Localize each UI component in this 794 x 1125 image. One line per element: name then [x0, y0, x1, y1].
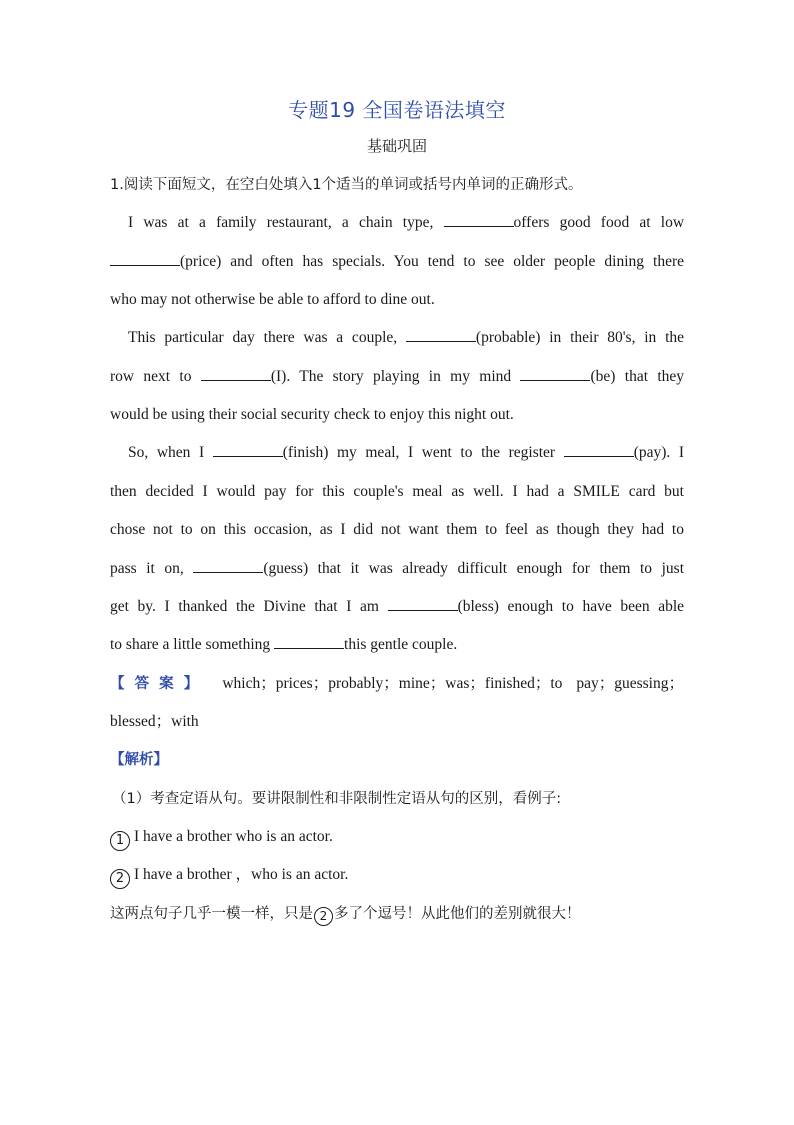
answer-blank — [201, 366, 271, 381]
passage-line: then decided I would pay for this couple's meal as well. I had a SMILE card but — [110, 483, 684, 500]
analysis-intro: （1）考查定语从句。要讲限制性和非限制性定语从句的区别，看例子: — [112, 791, 562, 807]
answer-line: blessed；with — [110, 713, 199, 730]
question-instruction: 1.阅读下面短文，在空白处填入1个适当的单词或括号内单词的正确形式。 — [110, 177, 583, 193]
passage-line: would be using their social security check to enjoy this night out. — [110, 406, 514, 423]
passage-line: row next to (I). The story playing in my mind (be) that they — [110, 368, 685, 385]
answer-blank — [388, 596, 458, 611]
analysis-note: 这两点句子几乎一模一样，只是 2 多了个逗号！从此他们的差别就很大！ — [110, 902, 684, 926]
passage-line: who may not otherwise be able to afford to dine out. — [110, 291, 435, 308]
example-1: 1 I have a brother who is an actor. — [110, 825, 684, 849]
example-2: 2 I have a brother ，who is an actor. — [110, 863, 684, 887]
circled-number: 2 — [314, 907, 333, 926]
passage-line: get by. I thanked the Divine that I am (bless) enough to have been able — [110, 598, 685, 615]
answer-blank — [406, 327, 476, 342]
answer-line: 【答案】 which；prices；probably；mine；was；finished；to pay；guessing； — [110, 675, 684, 692]
passage-line: pass it on, (guess) that it was already difficult enough for them to just — [110, 560, 685, 577]
passage-line: I was at a family restaurant, a chain type, offers good food at low — [128, 214, 685, 231]
circled-number: 1 — [110, 831, 130, 851]
answer-blank — [193, 558, 263, 573]
answer-label: 【答案】 — [110, 676, 209, 692]
answer-blank — [274, 634, 344, 649]
answer-blank — [110, 251, 180, 266]
page-subtitle: 基础巩固 — [366, 137, 427, 155]
answer-blank — [213, 442, 283, 457]
page-title: 专题19 全国卷语法填空 — [288, 98, 506, 122]
answer-blank — [520, 366, 590, 381]
passage-line: So, when I (finish) my meal, I went to the register (pay). I — [128, 444, 685, 461]
circled-number: 2 — [110, 869, 130, 889]
passage-line: This particular day there was a couple, (probable) in their 80's, in the — [128, 329, 685, 346]
answer-blank — [564, 442, 634, 457]
analysis-label-line — [110, 748, 684, 772]
answer-blank — [444, 212, 514, 227]
passage-line: to share a little something this gentle couple. — [110, 636, 458, 653]
passage-line: (price) and often has specials. You tend to see older people dining there — [110, 250, 684, 274]
passage-line: chose not to on this occasion, as I did not want them to feel as though they had to — [110, 521, 684, 538]
analysis-label: 【解析】 — [110, 752, 168, 768]
